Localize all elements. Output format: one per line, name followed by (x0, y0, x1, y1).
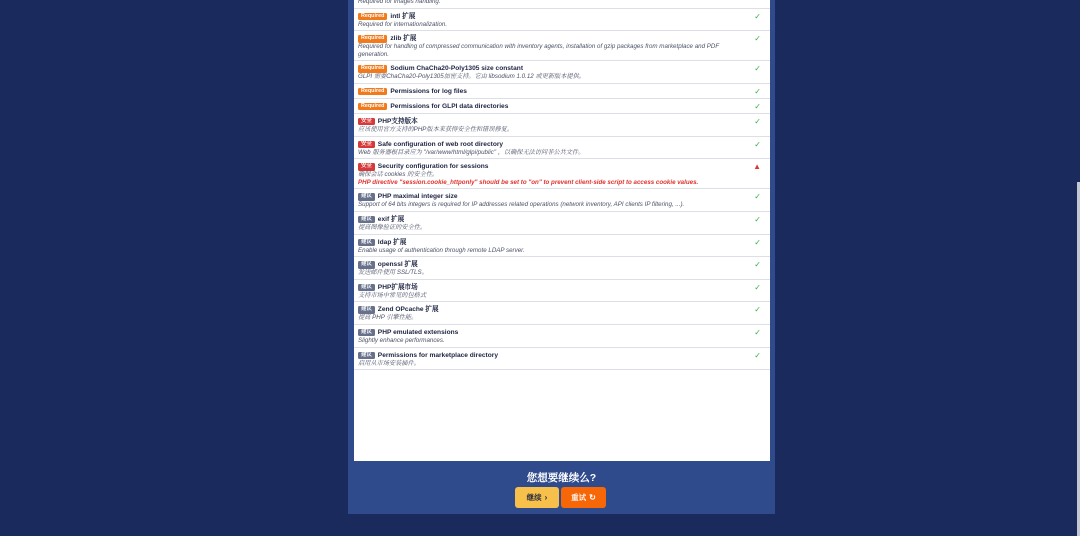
security-badge: 安全 (358, 118, 375, 126)
check-icon: ✓ (754, 34, 761, 44)
requirement-description: Required for internationalization. (358, 20, 448, 28)
check-icon: ✓ (754, 350, 761, 360)
requirement-title-line (358, 283, 746, 292)
requirement-row (354, 280, 770, 303)
requirement-row (354, 325, 770, 348)
check-icon: ✓ (754, 237, 761, 247)
requirement-title: PHP支持版本 (377, 117, 418, 125)
requirement-row (354, 114, 770, 137)
suggested-badge: 建议 (358, 261, 375, 269)
refresh-icon: ↻ (589, 493, 596, 502)
requirement-row (354, 31, 770, 61)
check-icon: ✓ (754, 86, 761, 96)
requirement-row-partial (354, 0, 770, 9)
requirement-row (354, 84, 770, 99)
requirement-description: Required for images handling. (358, 0, 441, 5)
requirement-title-line (358, 162, 746, 171)
requirement-title-line (358, 12, 746, 21)
required-badge: Required (358, 65, 387, 73)
requirement-row (354, 61, 770, 84)
requirement-row (354, 235, 770, 258)
requirement-row (354, 212, 770, 235)
suggested-badge: 建议 (358, 329, 375, 337)
check-icon: ✓ (754, 327, 761, 337)
check-icon: ✓ (754, 214, 761, 224)
requirement-title: zlib 扩展 (390, 35, 417, 43)
requirements-checklist (354, 0, 770, 461)
suggested-badge: 建议 (358, 306, 375, 314)
requirement-title: Sodium ChaCha20-Poly1305 size constant (390, 65, 524, 73)
check-icon: ✓ (754, 101, 761, 111)
suggested-badge: 建议 (358, 216, 375, 224)
requirement-description: Required for handling of compressed communication with inventory agents, installation of gzip packages from marketplace and PDF generation. (358, 43, 720, 58)
continue-question: 您想要继续么? (526, 472, 597, 484)
requirement-row (354, 302, 770, 325)
requirement-row (354, 9, 770, 32)
requirement-title: ldap 扩展 (377, 238, 407, 246)
requirement-row (354, 159, 770, 189)
requirement-warning: PHP directive "session.cookie_httponly" should be set to "on" to prevent client-side script to access cookie values. (358, 178, 699, 186)
security-badge: 安全 (358, 163, 375, 171)
requirement-row (354, 257, 770, 280)
requirement-title: Permissions for marketplace directory (377, 351, 499, 359)
suggested-badge: 建议 (358, 193, 375, 201)
continue-button[interactable] (515, 487, 559, 508)
requirement-title-line (358, 328, 746, 337)
requirement-title-line (358, 140, 746, 149)
requirement-title-line (358, 34, 746, 43)
requirement-description: 确保会话 cookies 的安全性。 (358, 171, 439, 179)
requirement-title-line (358, 215, 746, 224)
retry-button[interactable] (561, 487, 606, 508)
requirement-title-line (358, 117, 746, 126)
requirement-description: 提高图像验证的安全性。 (358, 223, 427, 231)
requirement-description: Slightly enhance performances. (358, 336, 445, 344)
requirement-title: exif 扩展 (377, 215, 405, 223)
requirement-row (354, 137, 770, 160)
requirement-description: Support of 64 bits integers is required for IP addresses related operations (network inventory, API clients IP filtering, ...). (358, 201, 685, 209)
requirement-row (354, 99, 770, 114)
requirement-title: Permissions for log files (390, 87, 467, 95)
requirement-row (354, 189, 770, 212)
security-badge: 安全 (358, 141, 375, 149)
requirement-description: 应该使用官方支持的PHP版本来获得安全性和错误修复。 (358, 125, 514, 133)
required-badge: Required (358, 13, 387, 21)
requirement-description: 支持市场中常见的包格式 (358, 291, 427, 299)
required-badge: Required (358, 103, 387, 111)
required-badge: Required (358, 35, 387, 43)
requirement-description: Web 服务器根目录应为 "/var/www/html/glpi/public" ，以确保无法访问非公共文件。 (358, 148, 585, 156)
check-icon: ✓ (754, 282, 761, 292)
requirement-title-line (358, 305, 746, 314)
requirement-title: Zend OPcache 扩展 (377, 306, 439, 314)
requirement-row (354, 348, 770, 371)
requirement-title: PHP扩展市场 (377, 283, 418, 291)
requirement-description: 发送邮件使用 SSL/TLS。 (358, 269, 428, 277)
check-icon: ✓ (754, 116, 761, 126)
requirement-title: PHP maximal integer size (377, 193, 458, 201)
requirement-description: Enable usage of authentication through remote LDAP server. (358, 246, 525, 254)
requirement-title-line (358, 102, 746, 111)
requirement-title: intl 扩展 (390, 12, 416, 20)
check-icon: ✓ (754, 260, 761, 270)
suggested-badge: 建议 (358, 352, 375, 360)
warning-icon: ▲ (753, 162, 761, 172)
requirement-title-line (358, 238, 746, 247)
check-icon: ✓ (754, 192, 761, 202)
retry-button-label: 重试 (571, 493, 587, 502)
suggested-badge: 建议 (358, 239, 375, 247)
requirement-title: Security configuration for sessions (377, 163, 489, 171)
check-icon: ✓ (754, 64, 761, 74)
requirement-title: Safe configuration of web root directory (377, 140, 504, 148)
check-icon: ✓ (754, 305, 761, 315)
requirement-description: 提高 PHP 引擎性能。 (358, 314, 418, 322)
requirement-description: GLPI 需要ChaCha20-Poly1305加密支持。它由 libsodium 1.0.12 或更新版本提供。 (358, 73, 585, 81)
suggested-badge: 建议 (358, 284, 375, 292)
requirement-title-line (358, 351, 746, 360)
check-icon: ✓ (754, 11, 761, 21)
requirement-title-line (358, 87, 746, 96)
requirement-description: 启用从市场安装插件。 (358, 359, 420, 367)
check-icon: ✓ (754, 139, 761, 149)
chevron-right-icon: › (544, 493, 548, 502)
requirement-title: PHP emulated extensions (377, 328, 459, 336)
continue-button-label: 继续 (526, 493, 542, 502)
requirement-title: openssl 扩展 (377, 261, 418, 269)
required-badge: Required (358, 88, 387, 96)
requirement-title-line (358, 260, 746, 269)
requirement-title-line (358, 192, 746, 201)
requirement-title: Permissions for GLPI data directories (390, 102, 509, 110)
